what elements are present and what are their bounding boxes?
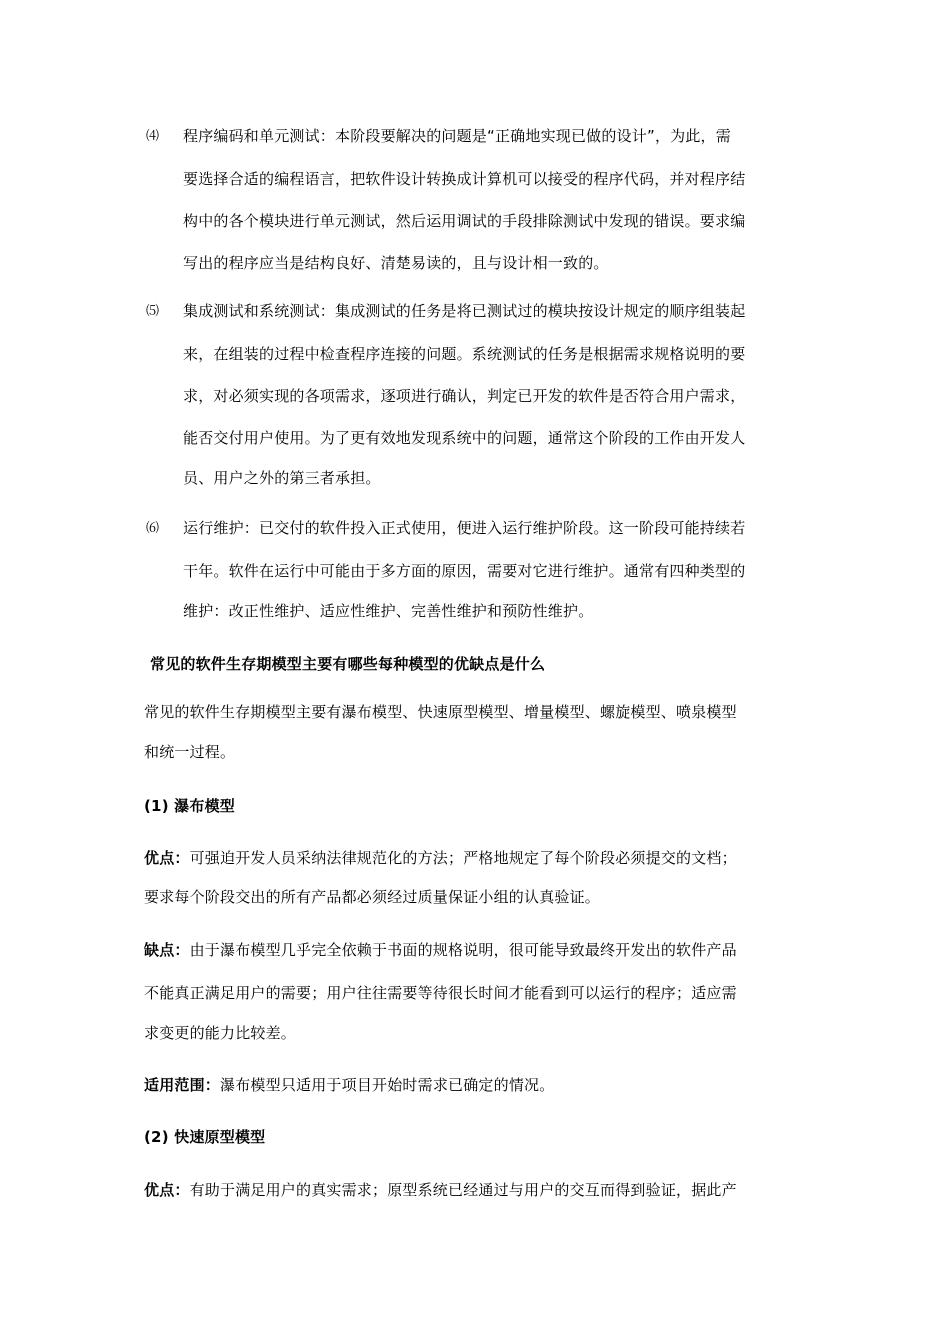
waterfall-cons-line-1: [144, 940, 737, 960]
intro-line-2: 和统一过程。: [144, 743, 236, 761]
waterfall-pros-line-1: [144, 848, 737, 868]
waterfall-scope-line: [144, 1075, 554, 1095]
item-4-line-3: 构中的各个模块进行单元测试，然后运用调试的手段排除测试中发现的错误。要求编: [183, 212, 746, 230]
item-6-line-1: 运行维护：已交付的软件投入正式使用，便进入运行维护阶段。这一阶段可能持续若: [183, 519, 746, 537]
list-number-4: ⑷: [146, 129, 160, 144]
item-4-line-2: 要选择合适的编程语言，把软件设计转换成计算机可以接受的程序代码，并对程序结: [183, 170, 746, 188]
item-6-line-2: 干年。软件在运行中可能由于多方面的原因，需要对它进行维护。通常有四种类型的: [183, 562, 746, 580]
question-heading: 常见的软件生存期模型主要有哪些每种模型的优缺点是什么: [150, 655, 546, 673]
waterfall-scope-text: 瀑布模型只适用于项目开始时需求已确定的情况。: [220, 1076, 555, 1094]
prototype-pros-label: 优点：: [144, 1181, 190, 1199]
waterfall-heading: (1) 瀑布模型: [144, 797, 235, 815]
prototype-heading: (2) 快速原型模型: [144, 1128, 266, 1146]
item-5-line-3: 求，对必须实现的各项需求，逐项进行确认，判定已开发的软件是否符合用户需求，: [183, 387, 746, 405]
list-number-6: ⑹: [146, 521, 160, 536]
item-6-line-3: 维护：改正性维护、适应性维护、完善性维护和预防性维护。: [183, 602, 594, 620]
item-5-line-5: 员、用户之外的第三者承担。: [183, 469, 381, 487]
list-number-5: ⑸: [146, 304, 160, 319]
waterfall-scope-label: 适用范围：: [144, 1076, 221, 1094]
waterfall-cons-text-1: 由于瀑布模型几乎完全依赖于书面的规格说明，很可能导致最终开发出的软件产品: [189, 941, 737, 959]
prototype-pros-text-1: 有助于满足用户的真实需求；原型系统已经通过与用户的交互而得到验证，据此产: [189, 1181, 737, 1199]
item-4-line-4: 写出的程序应当是结构良好、清楚易读的，且与设计相一致的。: [183, 254, 609, 272]
waterfall-pros-label: 优点：: [144, 849, 190, 867]
waterfall-cons-line-3: 求变更的能力比较差。: [144, 1024, 297, 1042]
waterfall-pros-line-2: 要求每个阶段交出的所有产品都必须经过质量保证小组的认真验证。: [144, 888, 601, 906]
item-5-line-2: 来，在组装的过程中检查程序连接的问题。系统测试的任务是根据需求规格说明的要: [183, 345, 746, 363]
prototype-pros-line-1: [144, 1180, 737, 1200]
item-4-line-1: 程序编码和单元测试：本阶段要解决的问题是“正确地实现已做的设计”，为此，需: [183, 127, 731, 145]
waterfall-cons-label: 缺点：: [144, 941, 190, 959]
waterfall-cons-line-2: 不能真正满足用户的需要；用户往往需要等待很长时间才能看到可以运行的程序；适应需: [144, 984, 737, 1002]
item-5-line-4: 能否交付用户使用。为了更有效地发现系统中的问题，通常这个阶段的工作由开发人: [183, 429, 746, 447]
item-5-line-1: 集成测试和系统测试：集成测试的任务是将已测试过的模块按设计规定的顺序组装起: [183, 302, 746, 320]
waterfall-pros-text-1: 可强迫开发人员采纳法律规范化的方法；严格地规定了每个阶段必须提交的文档；: [189, 849, 737, 867]
intro-line-1: 常见的软件生存期模型主要有瀑布模型、快速原型模型、增量模型、螺旋模型、喷泉模型: [144, 703, 737, 721]
